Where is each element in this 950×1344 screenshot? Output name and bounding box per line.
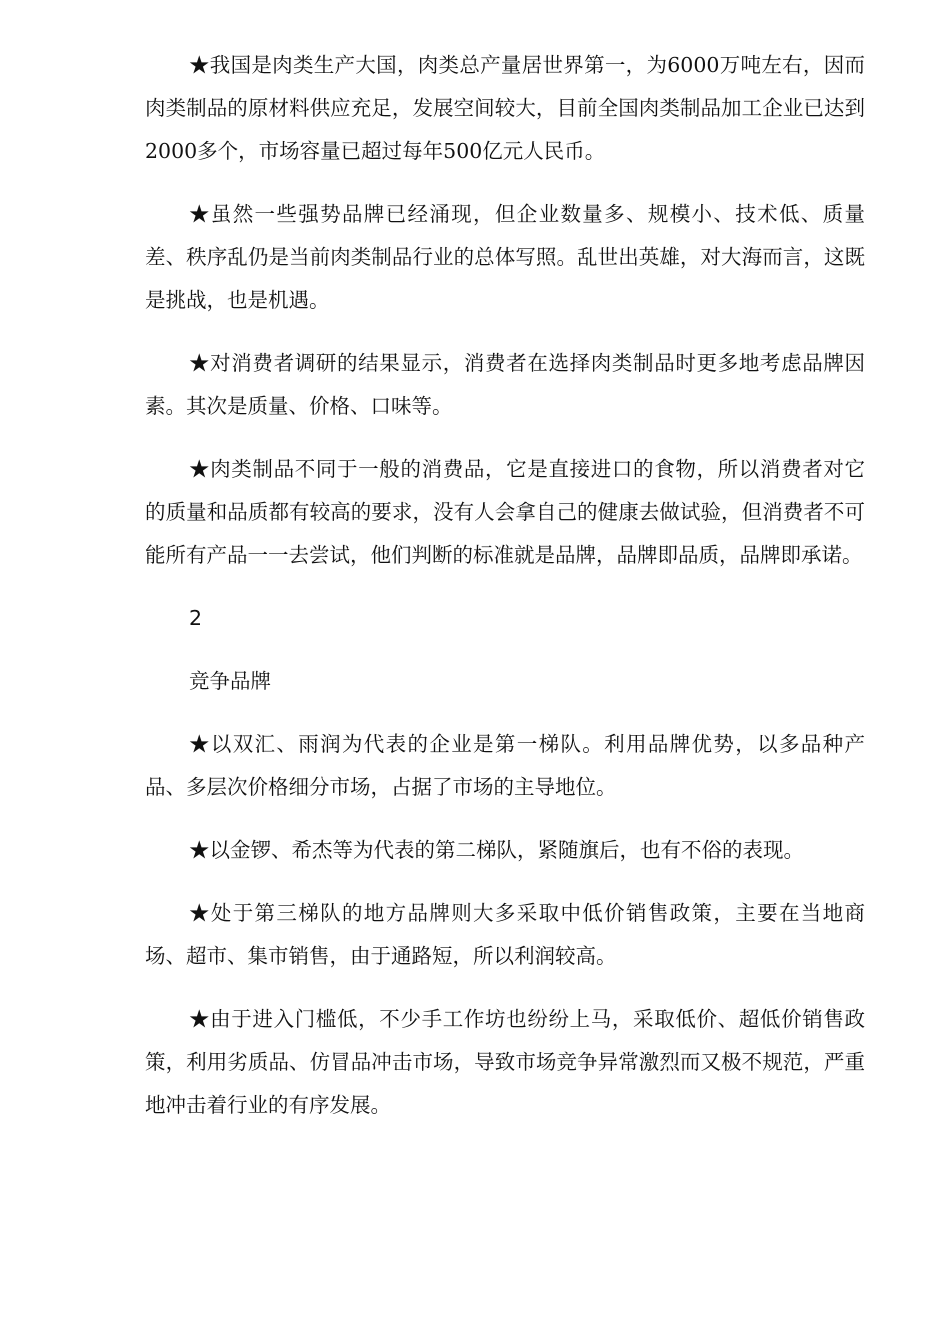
section-title: 竞争品牌 [189, 669, 271, 693]
paragraph-brand-quality: ★肉类制品不同于一般的消费品，它是直接进口的食物，所以消费者对它的质量和品质都有较高的要求，没有人会拿自己的健康去做试验，但消费者不可能所有产品一一去尝试，他们判断的标准就是品牌，品牌即品质，品牌即承诺。 [145, 457, 865, 567]
section-number: 2 [189, 606, 203, 630]
paragraph-industry-status: ★虽然一些强势品牌已经涌现，但企业数量多、规模小、技术低、质量差、秩序乱仍是当前肉类制品行业的总体写照。乱世出英雄，对大海而言，这既是挑战，也是机遇。 [145, 202, 865, 312]
paragraph-meat-production: ★我国是肉类生产大国，肉类总产量居世界第一，为6000万吨左右，因而肉类制品的原材料供应充足，发展空间较大，目前全国肉类制品加工企业已达到2000多个，市场容量已超过每年500亿元人民币。 [145, 53, 865, 163]
paragraph-third-tier: ★处于第三梯队的地方品牌则大多采取中低价销售政策，主要在当地商场、超市、集市销售，由于通路短，所以利润较高。 [145, 901, 865, 968]
paragraph-second-tier: ★以金锣、希杰等为代表的第二梯队，紧随旗后，也有不俗的表现。 [189, 838, 804, 862]
paragraph-consumer-survey: ★对消费者调研的结果显示，消费者在选择肉类制品时更多地考虑品牌因素。其次是质量、价格、口味等。 [145, 351, 865, 418]
document-body [145, 44, 865, 1147]
paragraph-first-tier: ★以双汇、雨润为代表的企业是第一梯队。利用品牌优势，以多品种产品、多层次价格细分市场，占据了市场的主导地位。 [145, 732, 865, 799]
paragraph-workshops: ★由于进入门槛低，不少手工作坊也纷纷上马，采取低价、超低价销售政策，利用劣质品、仿冒品冲击市场，导致市场竞争异常激烈而又极不规范，严重地冲击着行业的有序发展。 [145, 1007, 865, 1117]
